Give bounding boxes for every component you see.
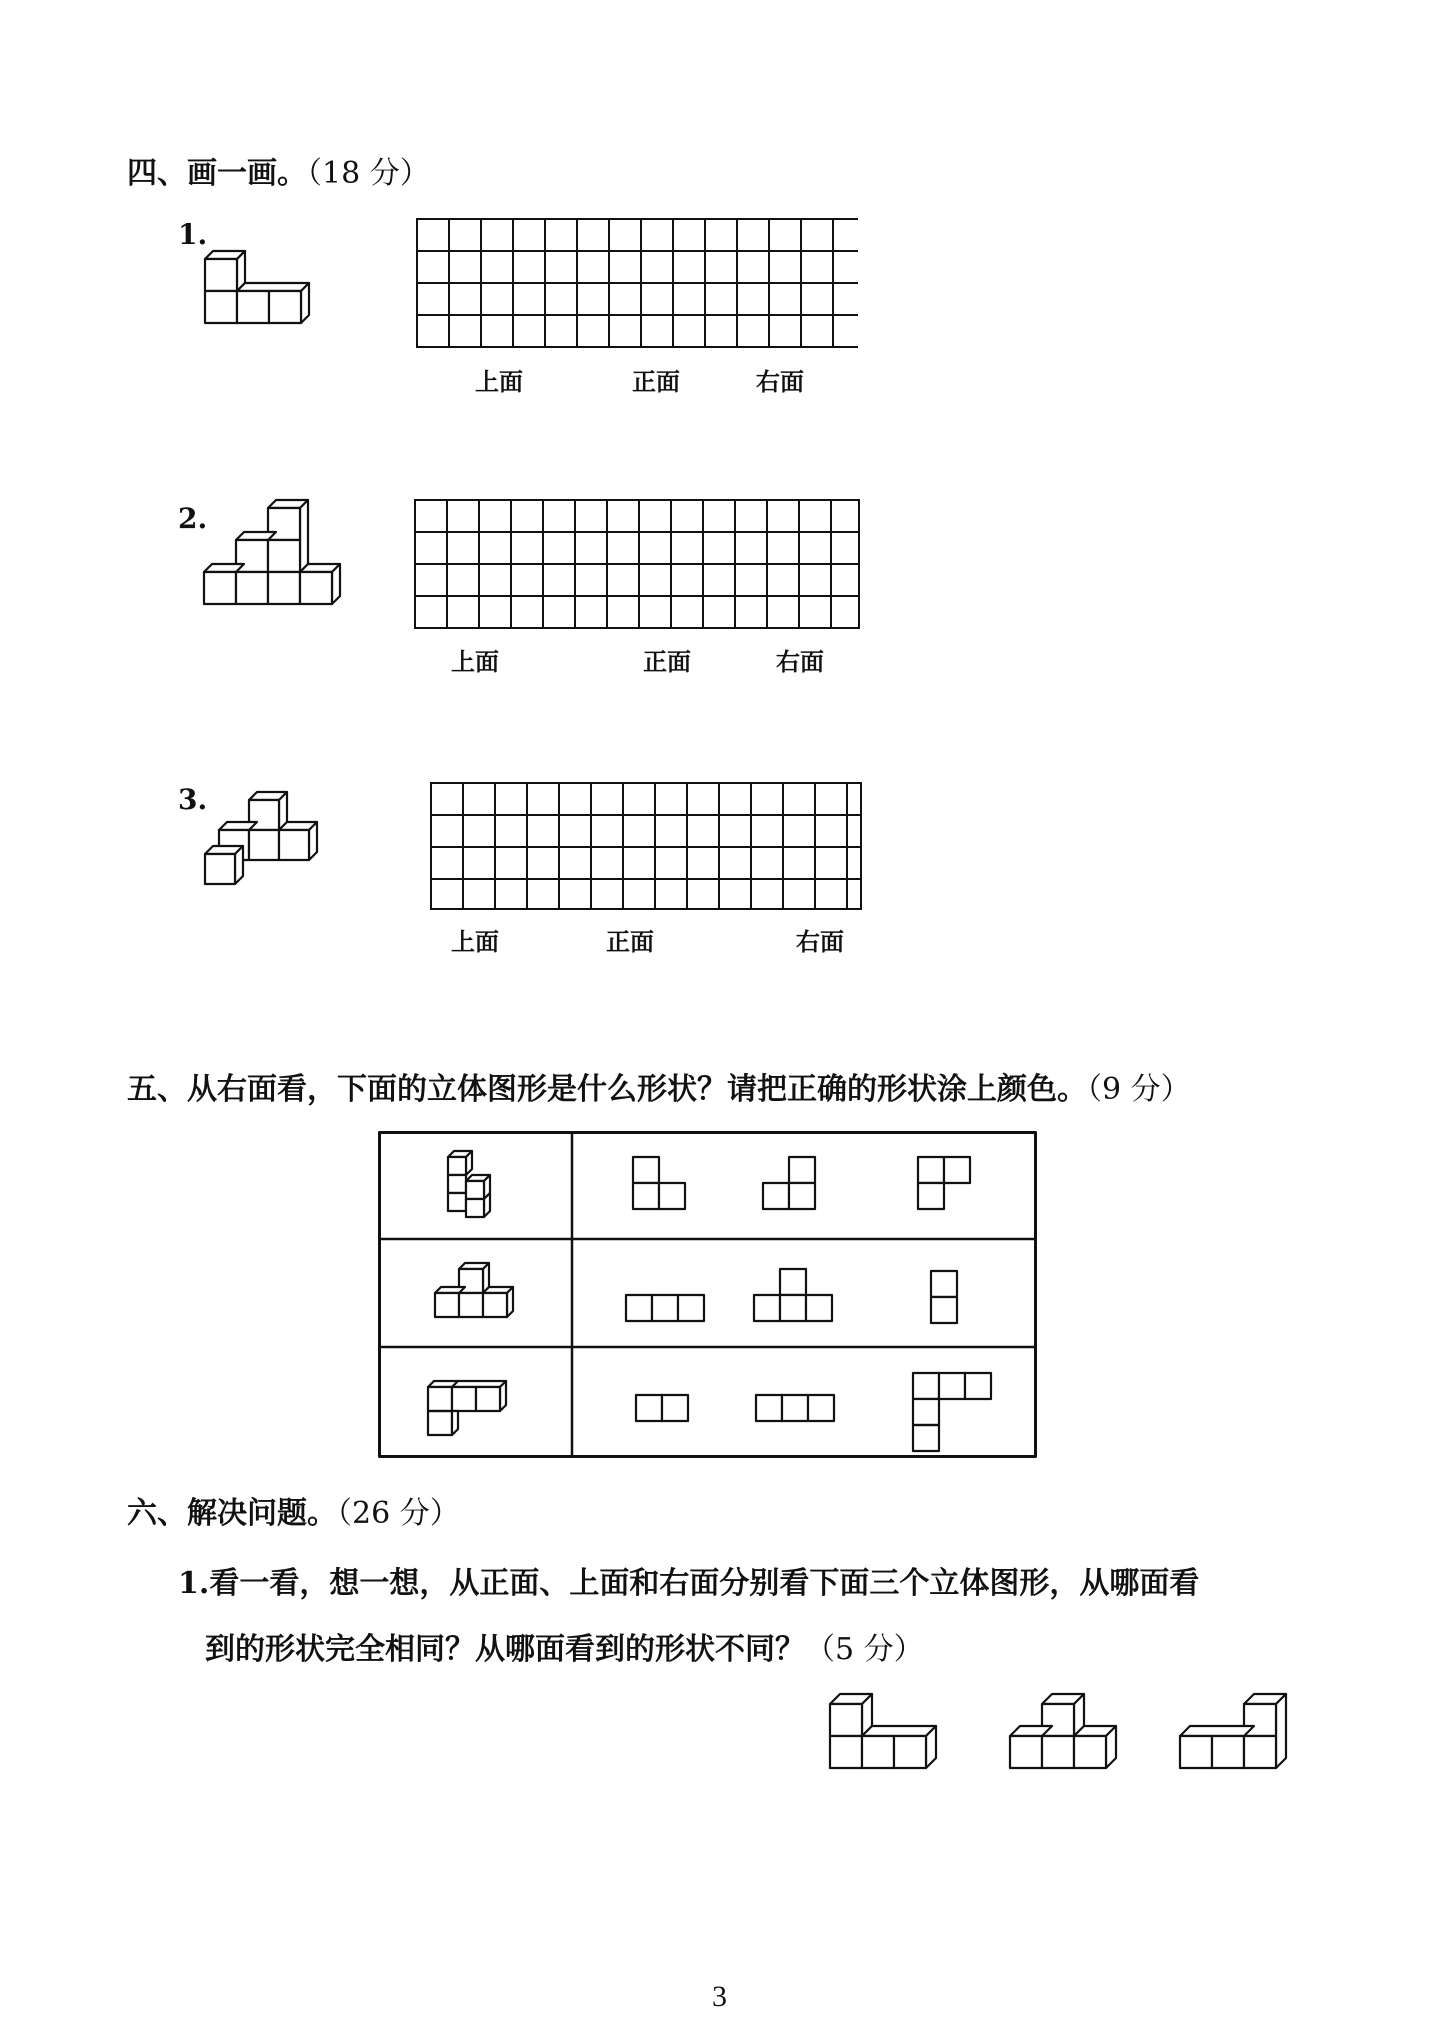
section6-q1-line2	[205, 1624, 924, 1668]
problem-3-drawing-grid[interactable]	[430, 782, 862, 910]
row-1-option-a	[633, 1157, 685, 1209]
row-2-option-c	[931, 1271, 957, 1323]
section6-solid-3	[1178, 1693, 1298, 1783]
problem-1-label-front: 正面	[632, 367, 680, 396]
section6-solid-1	[828, 1693, 948, 1783]
row-2-option-b	[754, 1269, 832, 1321]
problem-1-cube-figure	[200, 248, 310, 333]
problem-2-label-right: 右面	[776, 647, 824, 676]
problem-3-number: 3.	[178, 783, 208, 816]
row-3-option-b	[756, 1395, 834, 1421]
section6-q1-text-line1: 看一看，想一想，从正面、上面和右面分别看下面三个立体图形，从哪面看	[209, 1566, 1200, 1601]
section5-answer-table	[378, 1131, 1038, 1459]
section6-q1-line1	[178, 1558, 1199, 1602]
section6-q1-points: （5 分）	[805, 1632, 924, 1667]
problem-1-label-right: 右面	[756, 367, 804, 396]
section6-title: 六、解决问题。	[127, 1496, 337, 1531]
problem-1-drawing-grid[interactable]	[416, 218, 858, 348]
problem-2-number: 2.	[178, 502, 208, 535]
section5-points: （9 分）	[1087, 1072, 1191, 1107]
problem-2-label-front: 正面	[643, 647, 691, 676]
section5-title: 五、从右面看，下面的立体图形是什么形状？请把正确的形状涂上颜色。	[127, 1072, 1087, 1107]
row-3-option-a	[636, 1395, 688, 1421]
row-3-option-c	[913, 1373, 991, 1451]
section5-heading	[127, 1064, 1191, 1108]
section4-points: （18 分）	[307, 156, 430, 191]
problem-3-cube-figure	[203, 790, 323, 900]
problem-2-label-top: 上面	[451, 647, 499, 676]
page-number: 3	[712, 1980, 727, 2013]
problem-3-label-top: 上面	[451, 927, 499, 956]
row-1-solid-figure	[448, 1151, 490, 1217]
problem-2-drawing-grid[interactable]	[414, 499, 860, 629]
row-1-option-b	[763, 1157, 815, 1209]
section4-title: 四、画一画。	[127, 156, 307, 191]
section4-heading	[127, 148, 430, 192]
row-2-option-a	[626, 1295, 704, 1321]
row-3-solid-figure	[428, 1381, 506, 1435]
problem-2-cube-figure	[203, 498, 348, 613]
problem-1-number: 1.	[178, 218, 208, 251]
section6-points: （26 分）	[337, 1496, 460, 1531]
row-1-option-c	[918, 1157, 970, 1209]
problem-1-label-top: 上面	[475, 367, 523, 396]
section6-solid-2	[1008, 1693, 1128, 1783]
problem-3-label-right: 右面	[796, 927, 844, 956]
section6-heading	[127, 1488, 460, 1532]
section6-q1-number: 1.	[178, 1566, 210, 1601]
row-2-solid-figure	[435, 1263, 513, 1317]
section6-q1-text-line2: 到的形状完全相同？从哪面看到的形状不同？	[205, 1632, 805, 1667]
problem-3-label-front: 正面	[606, 927, 654, 956]
